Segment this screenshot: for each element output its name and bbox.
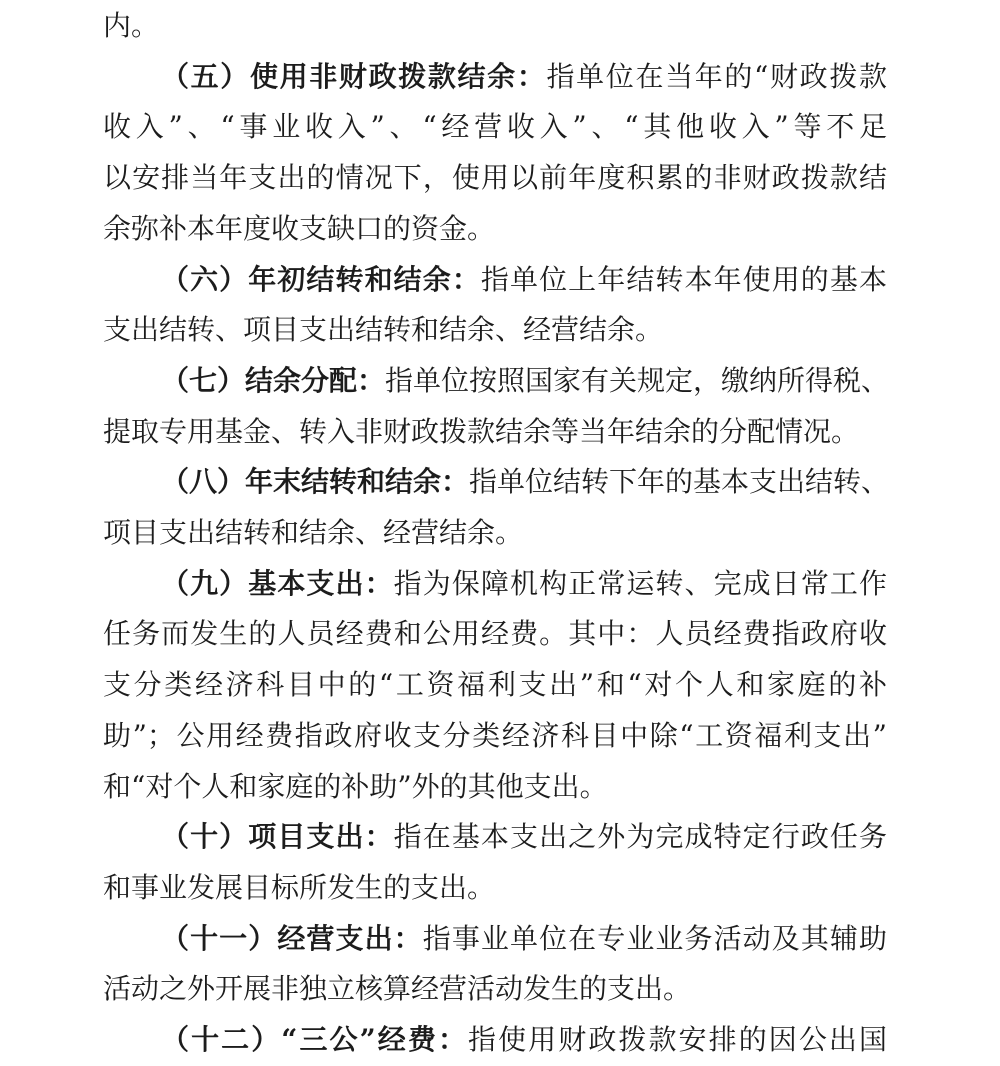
body-text: 指单位上年结转本年使用的基本 xyxy=(480,262,887,296)
text-line xyxy=(103,255,887,306)
text-line xyxy=(103,559,887,610)
text-line xyxy=(103,812,887,863)
text-line xyxy=(103,609,887,660)
text-line xyxy=(103,102,887,153)
text-line xyxy=(103,356,890,407)
term-label: （十二）“三公”经费： xyxy=(161,1023,469,1057)
text-line xyxy=(103,407,887,458)
text-line xyxy=(103,863,887,914)
body-text: 项目支出结转和结余、经营结余。 xyxy=(103,516,524,550)
body-text: 指在基本支出之外为完成特定行政任务 xyxy=(393,820,887,854)
body-text: 和事业发展目标所发生的支出。 xyxy=(103,870,496,904)
text-line xyxy=(103,204,887,255)
body-text: 以安排当年支出的情况下，使用以前年度积累的非财政拨款结 xyxy=(103,161,887,195)
body-text: 任务而发生的人员经费和公用经费。其中：人员经费指政府收 xyxy=(103,617,887,651)
body-text: 指事业单位在专业业务活动及其辅助 xyxy=(422,921,887,955)
term-label: （六）年初结转和结余： xyxy=(161,262,481,296)
term-label: （七）结余分配： xyxy=(161,363,386,397)
term-label: （五）使用非财政拨款结余： xyxy=(161,59,547,93)
body-text: 指单位按照国家有关规定，缴纳所得税、 xyxy=(385,363,890,397)
body-text: 提取专用基金、转入非财政拨款结余等当年结余的分配情况。 xyxy=(103,414,860,448)
body-text: 指单位在当年的“财政拨款 xyxy=(546,59,887,93)
term-label: （十一）经营支出： xyxy=(161,921,423,955)
body-text: 指单位结转下年的基本支出结转、 xyxy=(469,465,890,499)
term-label: （十）项目支出： xyxy=(161,820,394,854)
text-line xyxy=(103,1,887,52)
text-line xyxy=(103,711,887,762)
text-line xyxy=(103,914,887,965)
body-text: 指为保障机构正常运转、完成日常工作 xyxy=(393,566,887,600)
text-line xyxy=(103,508,887,559)
text-line xyxy=(103,964,887,1015)
text-line xyxy=(103,457,890,508)
text-line xyxy=(103,762,887,813)
body-text: 指使用财政拨款安排的因公出国 xyxy=(468,1023,887,1057)
text-line xyxy=(103,660,887,711)
text-line xyxy=(103,1015,887,1066)
body-text: 收入”、“事业收入”、“经营收入”、“其他收入”等不足 xyxy=(103,110,887,144)
term-label: （九）基本支出： xyxy=(161,566,394,600)
text-line xyxy=(103,305,887,356)
text-line xyxy=(103,52,887,103)
body-text: 助”；公用经费指政府收支分类经济科目中除“工资福利支出” xyxy=(103,718,887,752)
body-text: 内。 xyxy=(103,9,160,42)
term-label: （八）年末结转和结余： xyxy=(161,465,470,499)
body-text: 余弥补本年度收支缺口的资金。 xyxy=(103,211,496,245)
body-text: 和“对个人和家庭的补助”外的其他支出。 xyxy=(103,769,608,803)
body-text: 支分类经济科目中的“工资福利支出”和“对个人和家庭的补 xyxy=(103,668,887,702)
document-text-block xyxy=(103,1,890,1066)
body-text: 活动之外开展非独立核算经营活动发生的支出。 xyxy=(103,972,692,1006)
text-line xyxy=(103,153,887,204)
body-text: 支出结转、项目支出结转和结余、经营结余。 xyxy=(103,313,664,347)
